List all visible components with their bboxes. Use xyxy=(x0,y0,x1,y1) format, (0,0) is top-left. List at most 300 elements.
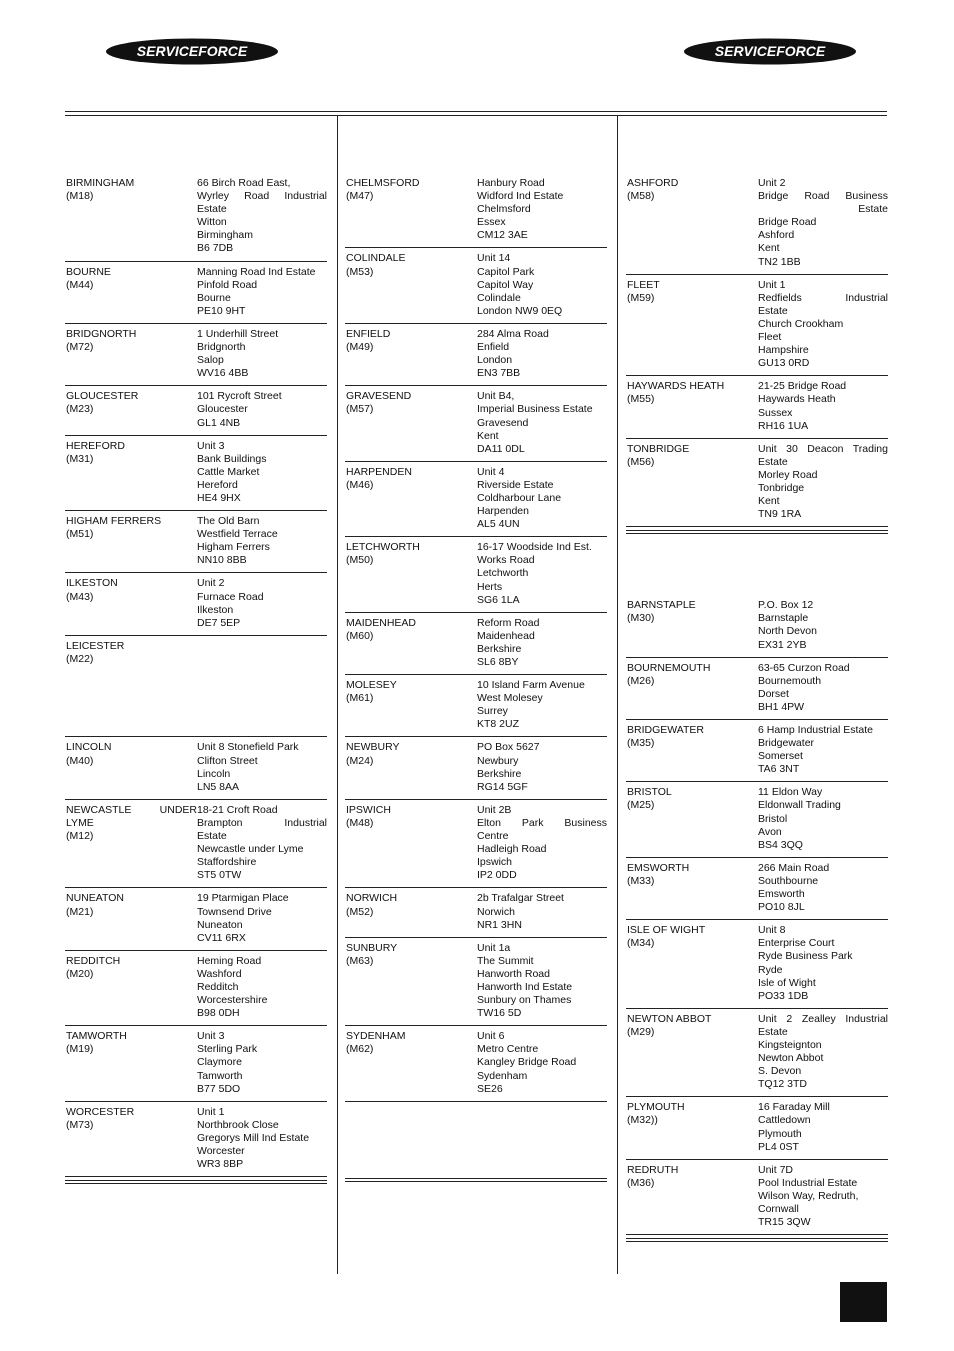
address-line: Townsend Drive xyxy=(197,905,272,918)
address-line: DE7 5EP xyxy=(197,616,241,629)
address-line: Estate xyxy=(758,304,788,317)
address-line: AL5 4UN xyxy=(477,518,520,531)
address-line: 19 Ptarmigan Place xyxy=(197,892,289,905)
address-line: Hadleigh Road xyxy=(477,843,547,856)
service-centre-entry xyxy=(345,740,607,799)
location xyxy=(346,679,477,731)
address-line: Unit 30 Deacon Trading xyxy=(758,442,888,455)
location xyxy=(627,443,758,522)
address-line: Unit 2 xyxy=(758,177,786,189)
address-line: RH16 1UA xyxy=(758,419,809,432)
service-centre-entry xyxy=(345,176,607,248)
location-name: BIRMINGHAM xyxy=(66,177,135,189)
address-line: Somerset xyxy=(758,750,803,763)
column-south-west xyxy=(626,598,888,1235)
address-line: EN3 7BB xyxy=(477,367,521,380)
address-line: 266 Main Road xyxy=(758,861,830,874)
address-line: Hanworth Ind Estate xyxy=(477,980,573,993)
address xyxy=(758,786,888,851)
address-line: Kent xyxy=(758,242,780,255)
serviceforce-logo-left xyxy=(106,38,278,65)
service-centre-entry xyxy=(626,785,888,857)
address-line: Pool Industrial Estate xyxy=(758,1176,858,1189)
address-line: West Molesey xyxy=(477,692,543,705)
address-line xyxy=(197,718,327,731)
location xyxy=(346,741,477,793)
address-line: Manning Road Ind Estate xyxy=(197,265,316,278)
column-spacer xyxy=(345,1105,607,1177)
location-code: (M55) xyxy=(627,393,655,406)
address xyxy=(197,390,327,429)
address-line: Avon xyxy=(758,825,782,838)
address-line: Ilkeston xyxy=(197,603,234,616)
address xyxy=(477,679,607,731)
location xyxy=(346,390,477,455)
location-name: ILKESTON xyxy=(66,577,118,590)
location-name: NORWICH xyxy=(346,892,398,905)
address-line: Hereford xyxy=(197,478,238,491)
address-line: 10 Island Farm Avenue xyxy=(477,679,585,692)
column-end-rule xyxy=(65,1180,327,1184)
address-line xyxy=(197,640,327,653)
address-line: Emsworth xyxy=(758,888,805,901)
address-line: SE26 xyxy=(477,1082,503,1095)
address-line: Bridgewater xyxy=(758,737,815,750)
address-line: Newcastle under Lyme xyxy=(197,843,304,856)
service-centre-entry xyxy=(345,327,607,386)
location-code: (M12) xyxy=(66,830,94,843)
address-line: Chelmsford xyxy=(477,203,531,216)
location-code: (M46) xyxy=(346,478,374,491)
address-line: Surrey xyxy=(477,705,508,718)
address-line: Claymore xyxy=(197,1056,242,1069)
address-line: Staffordshire xyxy=(197,856,257,869)
service-centre-entry xyxy=(626,598,888,657)
location-name: SUNBURY xyxy=(346,941,398,954)
location-code: (M25) xyxy=(627,799,655,812)
location xyxy=(66,1030,197,1095)
address-line: Northbrook Close xyxy=(197,1118,279,1131)
service-centre-entry xyxy=(65,639,327,738)
address-line: Isle of Wight xyxy=(758,976,816,989)
address xyxy=(477,1030,607,1095)
location xyxy=(66,177,197,256)
address-line: Cornwall xyxy=(758,1203,799,1215)
address-line: Widford Ind Estate xyxy=(477,190,564,203)
address xyxy=(758,380,888,432)
location-code: (M21) xyxy=(66,905,94,918)
location-code: (M60) xyxy=(346,629,374,642)
location-name: ENFIELD xyxy=(346,327,391,340)
address-line: Estate xyxy=(197,830,227,843)
column-midlands xyxy=(65,176,327,1184)
address-line: Kent xyxy=(758,495,780,508)
service-centre-entry xyxy=(65,514,327,573)
service-centre-entry xyxy=(65,740,327,799)
location-name: BOURNE xyxy=(66,265,111,278)
address-line: PO Box 5627 xyxy=(477,741,540,754)
location-name: HEREFORD xyxy=(66,439,125,452)
address-line: Redditch xyxy=(197,980,239,993)
service-centre-entry xyxy=(345,389,607,461)
location xyxy=(627,380,758,432)
address xyxy=(758,1164,888,1229)
location-name: ASHFORD xyxy=(627,177,679,189)
location-code: (M18) xyxy=(66,190,94,203)
location-name: HIGHAM FERRERS xyxy=(66,515,162,528)
location-code: (M47) xyxy=(346,190,374,203)
address-line: Kangley Bridge Road xyxy=(477,1056,577,1069)
address-line: Estate xyxy=(758,455,788,468)
address-line xyxy=(197,666,327,679)
address-line: Higham Ferrers xyxy=(197,541,270,554)
address-line: 284 Alma Road xyxy=(477,327,549,340)
address xyxy=(758,1013,888,1092)
location-name: COLINDALE xyxy=(346,252,406,265)
address-line: Bank Buildings xyxy=(197,452,267,465)
service-centre-entry xyxy=(65,576,327,635)
service-centre-entry xyxy=(345,251,607,323)
address xyxy=(197,177,327,256)
service-centre-entry xyxy=(65,265,327,324)
address-line: IP2 0DD xyxy=(477,869,517,882)
address-line: Riverside Estate xyxy=(477,478,554,491)
address-line: 63-65 Curzon Road xyxy=(758,661,850,674)
address-line: Unit 1 xyxy=(758,278,786,291)
location-code: (M22) xyxy=(66,652,94,665)
service-centre-entry xyxy=(345,891,607,937)
location xyxy=(66,640,197,732)
address-line: 16-17 Woodside Ind Est. xyxy=(477,541,592,554)
address-line: GU13 0RD xyxy=(758,357,810,370)
location-code: (M57) xyxy=(346,403,374,416)
header-rule-top xyxy=(65,111,887,112)
address-line: Metro Centre xyxy=(477,1043,539,1056)
service-centre-entry xyxy=(65,327,327,386)
location-code: (M44) xyxy=(66,278,94,291)
address-line: Estate xyxy=(758,1025,788,1038)
location-name: REDRUTH xyxy=(627,1163,679,1176)
address xyxy=(477,804,607,883)
address-line: BH1 4PW xyxy=(758,700,805,713)
address-line: NN10 8BB xyxy=(197,554,247,567)
address-line: Herts xyxy=(477,580,503,593)
location xyxy=(346,1030,477,1095)
address xyxy=(197,892,327,944)
location-name: BARNSTAPLE xyxy=(627,599,696,612)
address-line: Westfield Terrace xyxy=(197,528,278,541)
location-code: (M24) xyxy=(346,754,374,767)
column-south xyxy=(626,176,888,1242)
address xyxy=(758,599,888,651)
location-code: (M20) xyxy=(66,967,94,980)
address-line: Capitol Park xyxy=(477,265,535,278)
location-code: (M62) xyxy=(346,1043,374,1056)
location xyxy=(66,804,197,883)
address xyxy=(197,577,327,629)
address-line xyxy=(197,705,327,718)
address xyxy=(197,328,327,380)
location-code: (M34) xyxy=(627,937,655,950)
location-code: (M58) xyxy=(627,190,655,203)
location-name: BOURNEMOUTH xyxy=(627,661,711,674)
location-code: (M59) xyxy=(627,291,655,304)
address-line: Unit 3 xyxy=(197,439,225,452)
address-line: Berkshire xyxy=(477,642,522,655)
service-centre-entry xyxy=(626,442,888,528)
address xyxy=(197,640,327,732)
address-line: Sydenham xyxy=(477,1069,528,1082)
address xyxy=(197,1106,327,1171)
address-line: Tamworth xyxy=(197,1069,243,1082)
location xyxy=(66,440,197,505)
address xyxy=(477,541,607,606)
location-name: EMSWORTH xyxy=(627,861,690,874)
address-line: Kingsteignton xyxy=(758,1038,822,1051)
location xyxy=(346,252,477,317)
address-line: Pinfold Road xyxy=(197,278,258,291)
address-line: Unit 8 Stonefield Park xyxy=(197,741,299,754)
location-code: (M36) xyxy=(627,1176,655,1189)
address-line: Enfield xyxy=(477,341,510,354)
location-name: CHELMSFORD xyxy=(346,177,420,189)
address-line: Lincoln xyxy=(197,767,231,780)
address xyxy=(197,266,327,318)
location xyxy=(66,390,197,429)
address-line: Newbury xyxy=(477,754,519,767)
location-code: (M56) xyxy=(627,455,655,468)
location-name: MAIDENHEAD xyxy=(346,616,417,629)
location xyxy=(66,515,197,567)
address-line: Sunbury on Thames xyxy=(477,994,572,1007)
address-line: Enterprise Court xyxy=(758,937,835,950)
address-line: 18-21 Croft Road xyxy=(197,803,278,816)
location xyxy=(346,541,477,606)
location xyxy=(66,955,197,1020)
address-line: KT8 2UZ xyxy=(477,718,520,731)
location-code: (M32)) xyxy=(627,1114,658,1127)
address-line: TW16 5D xyxy=(477,1007,522,1020)
location-code: (M26) xyxy=(627,674,655,687)
address-line: Hampshire xyxy=(758,344,809,357)
address xyxy=(477,177,607,242)
address-line: CV11 6RX xyxy=(197,931,246,944)
address-line: SL6 8BY xyxy=(477,656,519,668)
header-rule-bottom xyxy=(65,115,887,116)
address-line: Wilson Way, Redruth, xyxy=(758,1189,859,1202)
location xyxy=(66,741,197,793)
address-line: 2b Trafalgar Street xyxy=(477,892,564,905)
address-line: Estate xyxy=(858,203,888,216)
address xyxy=(758,279,888,371)
address xyxy=(758,177,888,269)
address-line: WV16 4BB xyxy=(197,367,249,380)
address-line: London xyxy=(477,354,513,367)
address-line: 21-25 Bridge Road xyxy=(758,380,847,393)
address xyxy=(477,466,607,531)
address-line: Gravesend xyxy=(477,416,529,429)
address-line: Unit 4 xyxy=(477,465,505,478)
address-line: Kent xyxy=(477,429,499,442)
address-line xyxy=(197,653,327,666)
address xyxy=(197,440,327,505)
address-line: Witton xyxy=(197,216,227,229)
location xyxy=(627,924,758,1003)
address-line: Bournemouth xyxy=(758,674,822,687)
address xyxy=(758,924,888,1003)
location-name: REDDITCH xyxy=(66,954,121,967)
address-line: Worcester xyxy=(197,1145,245,1157)
location xyxy=(627,1013,758,1092)
address-line: Essex xyxy=(477,216,506,229)
service-centre-entry xyxy=(65,176,327,262)
address-line: Barnstaple xyxy=(758,612,809,625)
address-line: PL4 0ST xyxy=(758,1140,799,1153)
location-code: (M43) xyxy=(66,590,94,603)
address-line: PO10 8JL xyxy=(758,901,805,914)
service-centre-entry xyxy=(626,861,888,920)
address-line: Unit 2 xyxy=(197,577,225,590)
address-line: Unit B4, xyxy=(477,390,515,403)
address-line: Bourne xyxy=(197,291,231,304)
location xyxy=(346,328,477,380)
service-centre-entry xyxy=(345,1029,607,1101)
location xyxy=(66,266,197,318)
service-centre-entry xyxy=(626,1100,888,1159)
serviceforce-logo-right xyxy=(684,38,856,65)
address-line: Capitol Way xyxy=(477,278,534,291)
location-name: IPSWICH xyxy=(346,803,391,816)
location-name: HAYWARDS HEATH xyxy=(627,380,725,393)
column-divider-1 xyxy=(337,115,338,1274)
service-centre-entry xyxy=(345,616,607,675)
location xyxy=(627,1101,758,1153)
address-line: Dorset xyxy=(758,687,789,700)
location xyxy=(627,599,758,651)
service-centre-entry xyxy=(626,1012,888,1098)
address-line: Elton Park Business xyxy=(477,816,607,829)
address-line: EX31 2YB xyxy=(758,638,807,651)
location xyxy=(66,577,197,629)
location-code: (M73) xyxy=(66,1118,94,1131)
address-line: TQ12 3TD xyxy=(758,1078,808,1091)
location-code: (M61) xyxy=(346,692,374,705)
address xyxy=(477,617,607,669)
location-name: BRIDGNORTH xyxy=(66,327,137,340)
address-line: TA6 3NT xyxy=(758,763,800,776)
address-line: Unit 1a xyxy=(477,941,511,954)
location-code: (M63) xyxy=(346,954,374,967)
location-name: ISLE OF WIGHT xyxy=(627,924,706,937)
location-code: (M31) xyxy=(66,452,94,465)
location xyxy=(627,786,758,851)
location-code: (M23) xyxy=(66,403,94,416)
address-line: Unit 8 xyxy=(758,924,786,937)
address-line: Bristol xyxy=(758,812,788,825)
address-line: B6 7DB xyxy=(197,242,234,255)
address-line xyxy=(197,679,327,692)
address-line: Imperial Business Estate xyxy=(477,403,593,416)
address-line: TN9 1RA xyxy=(758,508,802,521)
location xyxy=(346,466,477,531)
location xyxy=(66,892,197,944)
service-centre-entry xyxy=(345,941,607,1027)
location xyxy=(346,804,477,883)
address-line: CM12 3AE xyxy=(477,229,528,242)
address xyxy=(197,804,327,883)
address-line: Centre xyxy=(477,830,509,843)
address-line: HE4 9HX xyxy=(197,491,241,504)
address-line: Unit 6 xyxy=(477,1030,505,1043)
address-line: 1 Underhill Street xyxy=(197,327,279,340)
address-line: Salop xyxy=(197,354,224,367)
address xyxy=(758,1101,888,1153)
page-number-box xyxy=(840,1282,887,1322)
address-line: Letchworth xyxy=(477,567,529,580)
address-line: North Devon xyxy=(758,625,817,638)
service-centre-entry xyxy=(65,954,327,1026)
address xyxy=(197,741,327,793)
location-name: FLEET xyxy=(627,278,660,291)
location-code: (M50) xyxy=(346,554,374,567)
address-line: ST5 0TW xyxy=(197,869,242,882)
address xyxy=(477,741,607,793)
column-end-rule xyxy=(345,1178,607,1182)
address-line: Washford xyxy=(197,967,242,980)
address-line: DA11 0DL xyxy=(477,442,525,455)
location-name: NUNEATON xyxy=(66,892,124,905)
service-centre-entry xyxy=(65,1029,327,1101)
address-line: 16 Faraday Mill xyxy=(758,1101,830,1114)
location-code: (M29) xyxy=(627,1025,655,1038)
address-line xyxy=(197,692,327,705)
address-line: Redfields Industrial xyxy=(758,291,888,304)
address-line: Norwich xyxy=(477,905,515,918)
service-centre-entry xyxy=(626,278,888,377)
location-name: BRISTOL xyxy=(627,786,672,799)
address-line: Cattle Market xyxy=(197,465,260,478)
address-line: RG14 5GF xyxy=(477,780,528,793)
location xyxy=(66,328,197,380)
location-name: LINCOLN xyxy=(66,741,112,754)
service-centre-entry xyxy=(65,1105,327,1177)
address-line: Gloucester xyxy=(197,403,248,416)
address-line: WR3 8BP xyxy=(197,1158,244,1171)
logo-text: SERVICEFORCE xyxy=(714,43,826,59)
address-line: Bridge Road xyxy=(758,216,817,229)
address-line: London NW9 0EQ xyxy=(477,304,563,317)
service-centre-entry xyxy=(345,465,607,537)
address-line: The Old Barn xyxy=(197,515,260,528)
logo-text: SERVICEFORCE xyxy=(136,43,248,59)
column-end-rule xyxy=(626,1238,888,1242)
location-name: BRIDGEWATER xyxy=(627,724,705,736)
address-line: Unit 2B xyxy=(477,803,512,816)
address-line: The Summit xyxy=(477,954,534,967)
address-line: Sterling Park xyxy=(197,1043,258,1056)
address xyxy=(197,1030,327,1095)
address-line: Ryde xyxy=(758,963,783,976)
location-code: (M51) xyxy=(66,528,94,541)
location-code: (M72) xyxy=(66,341,94,354)
address-line: Sussex xyxy=(758,406,793,419)
address-line: TN2 1BB xyxy=(758,255,801,268)
address-line: PO33 1DB xyxy=(758,989,809,1002)
location-code: (M48) xyxy=(346,816,374,829)
location xyxy=(346,617,477,669)
location-name: SYDENHAM xyxy=(346,1030,406,1043)
address-line: Plymouth xyxy=(758,1127,802,1140)
